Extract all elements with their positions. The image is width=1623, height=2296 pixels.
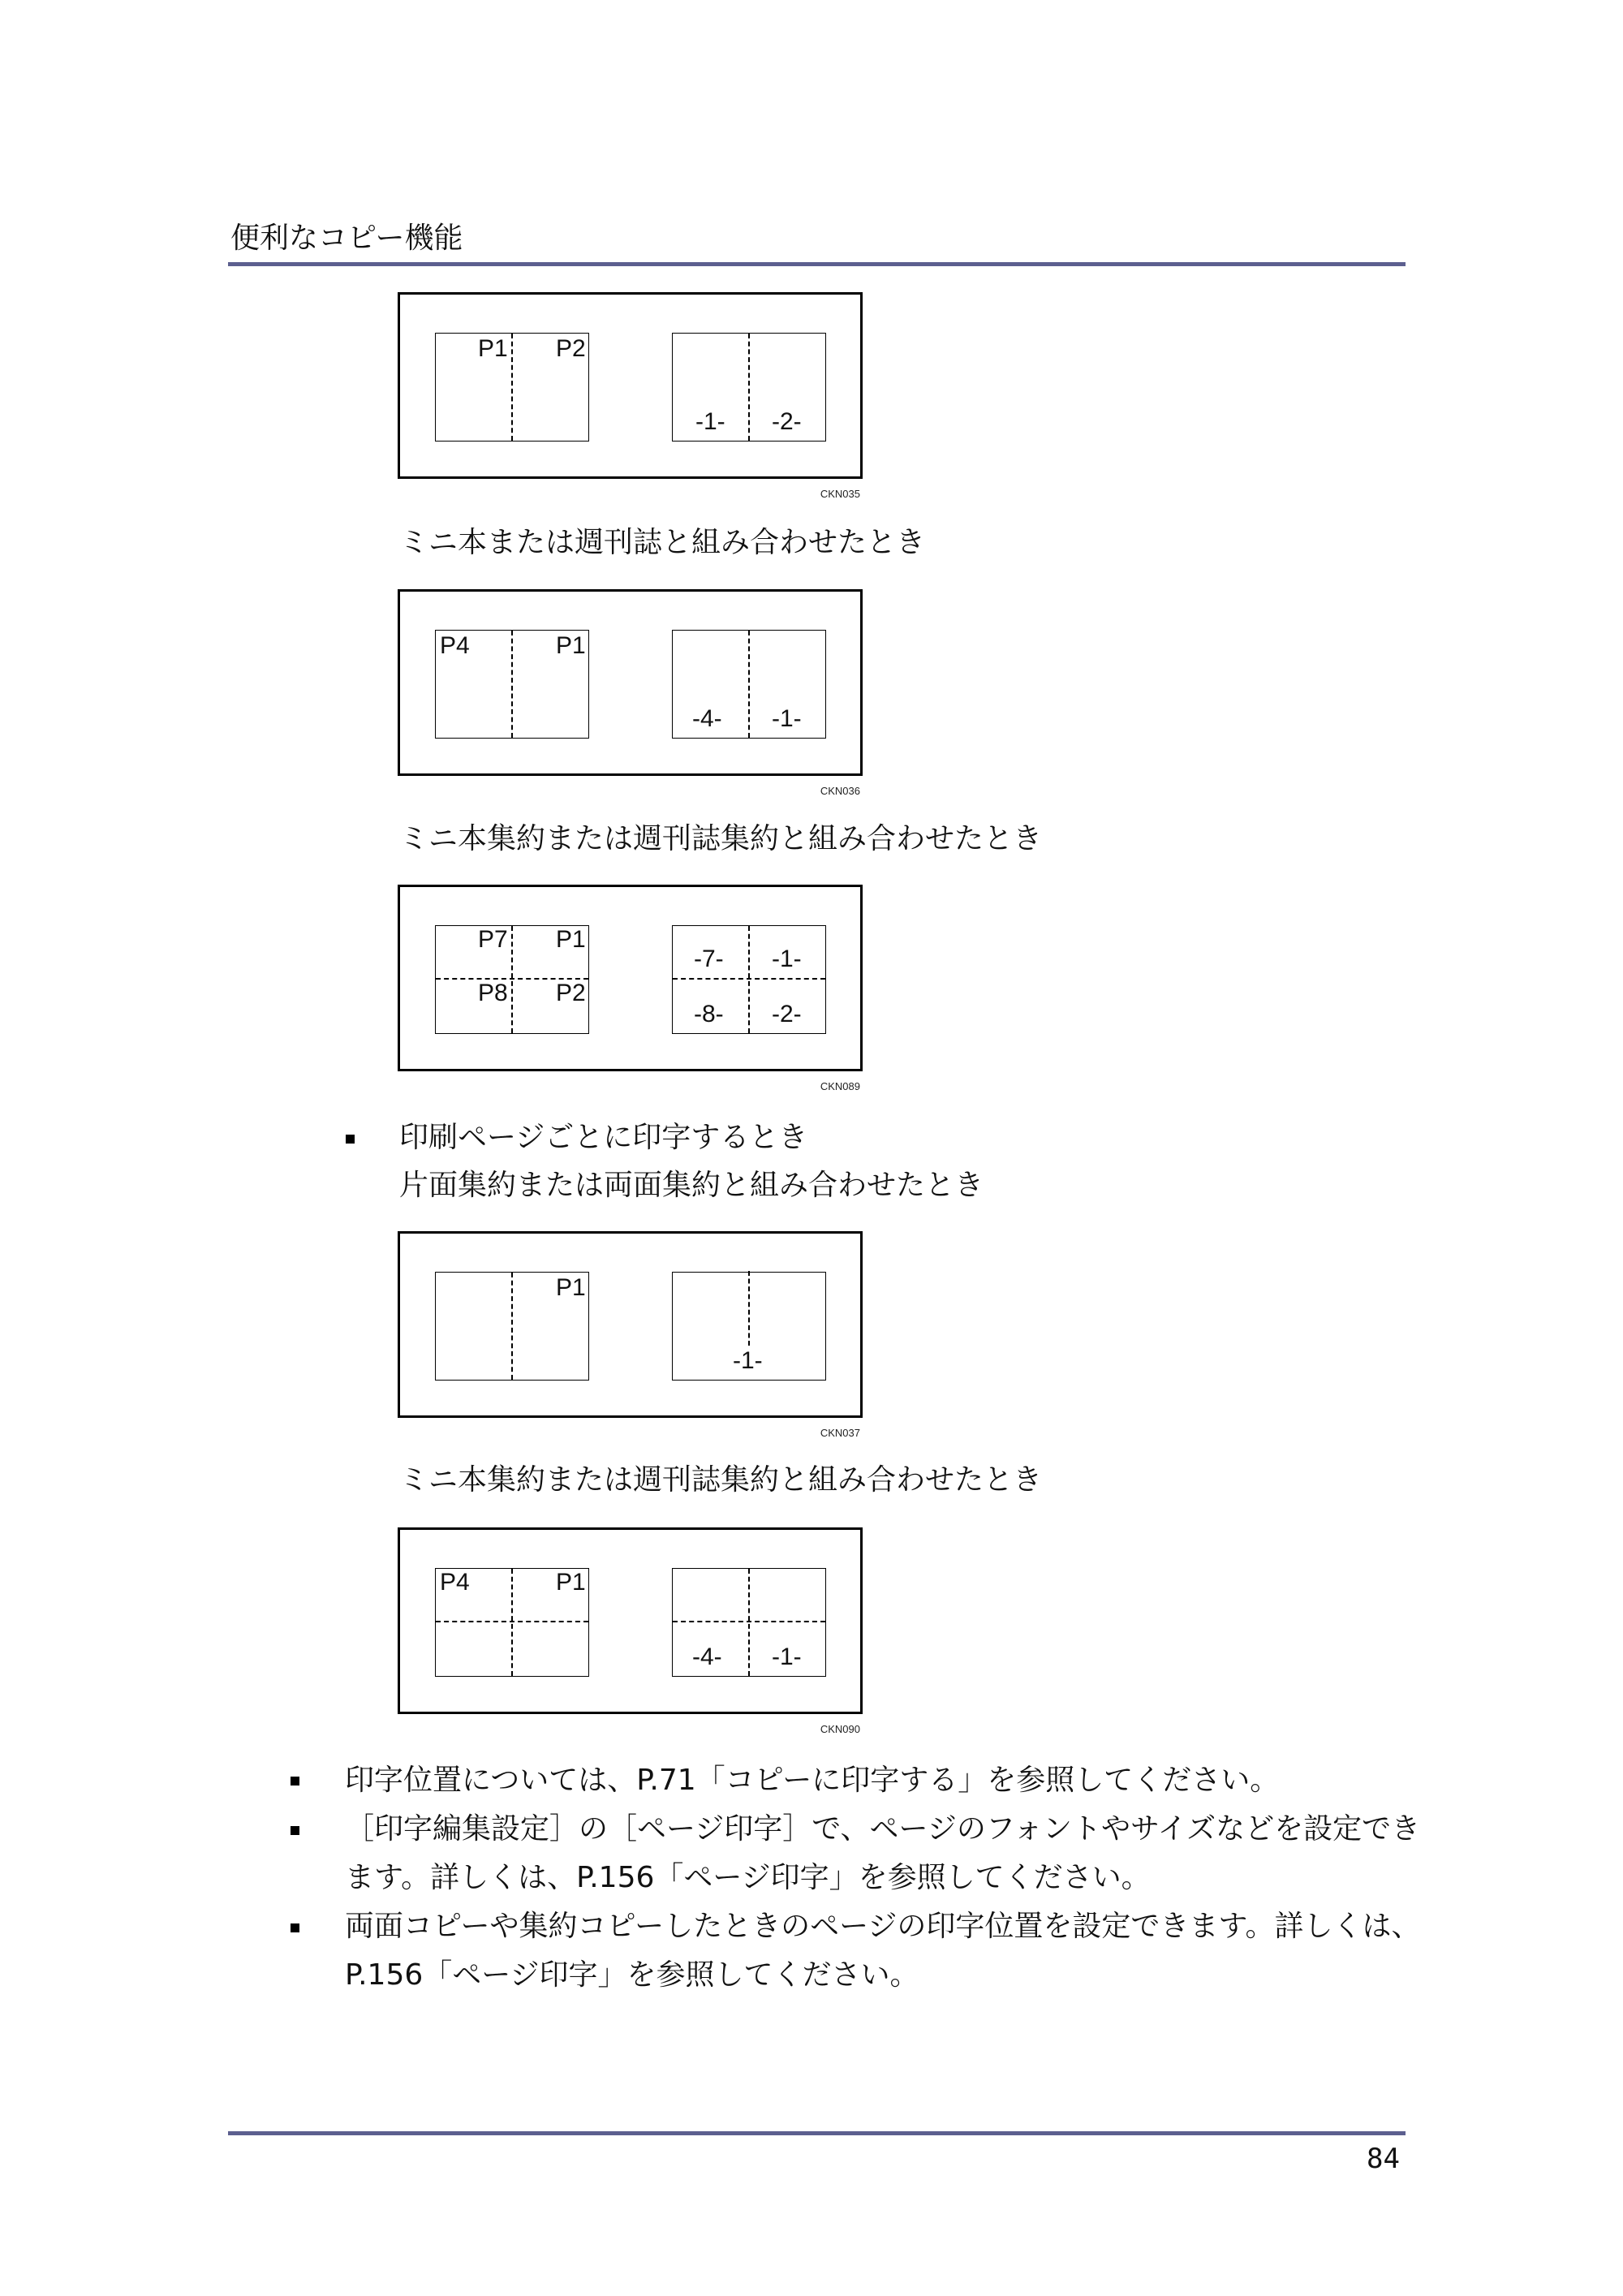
figure-code: CKN090 xyxy=(820,1723,860,1735)
note-item: ［印字編集設定］の［ページ印字］で、ページのフォントやサイズなどを設定でき xyxy=(345,1812,1421,1846)
page-label: P1 xyxy=(556,632,586,659)
fold-line xyxy=(748,1569,750,1676)
copy-sheet xyxy=(672,1272,826,1381)
printed-number: -2- xyxy=(772,1001,802,1027)
fold-line xyxy=(748,926,750,1033)
page-label: P1 xyxy=(556,1274,586,1301)
printed-number: -8- xyxy=(694,1001,724,1027)
copy-sheet xyxy=(672,630,826,739)
fold-line xyxy=(511,1569,513,1676)
page-label: P1 xyxy=(478,335,508,362)
printed-number: -1- xyxy=(772,705,802,732)
printed-number: -4- xyxy=(692,705,722,732)
fold-line xyxy=(748,1271,750,1346)
figure-ckn035 xyxy=(398,292,863,500)
bullet-marker xyxy=(291,1923,299,1932)
figure-code: CKN036 xyxy=(820,785,860,797)
page-label: P2 xyxy=(556,980,586,1006)
page-label: P7 xyxy=(478,926,508,953)
note-item: 両面コピーや集約コピーしたときのページの印字位置を設定できます。詳しくは、 xyxy=(345,1910,1421,1943)
printed-number: -1- xyxy=(772,1643,802,1670)
page-label: P1 xyxy=(556,1569,586,1596)
figure-code: CKN035 xyxy=(820,488,860,500)
original-sheet xyxy=(435,333,589,442)
page-label: P4 xyxy=(440,632,470,659)
original-sheet xyxy=(435,630,589,739)
fold-line xyxy=(748,631,750,738)
page-label: P8 xyxy=(478,980,508,1006)
note-item-continued: P.156「ページ印字」を参照してください。 xyxy=(345,1958,919,1992)
printed-number: -4- xyxy=(692,1643,722,1670)
copy-sheet xyxy=(672,333,826,442)
footer-rule xyxy=(228,2131,1406,2135)
figure-code: CKN089 xyxy=(820,1080,860,1092)
figure-ckn089 xyxy=(398,885,863,1092)
note-item-continued: ます。詳しくは、P.156「ページ印字」を参照してください。 xyxy=(345,1861,1151,1894)
fold-line xyxy=(511,926,513,1033)
bullet-marker xyxy=(346,1135,355,1144)
figure-ckn090 xyxy=(398,1527,863,1735)
fold-line xyxy=(748,334,750,441)
figure-ckn037 xyxy=(398,1231,863,1439)
page-number: 84 xyxy=(1367,2143,1400,2175)
fold-line xyxy=(436,1621,588,1622)
page-label: P4 xyxy=(440,1569,470,1596)
caption: ミニ本集約または週刊誌集約と組み合わせたとき xyxy=(399,822,1043,855)
copy-sheet xyxy=(672,1568,826,1677)
figure-code: CKN037 xyxy=(820,1427,860,1439)
note-item: 印字位置については、P.71「コピーに印字する」を参照してください。 xyxy=(345,1764,1280,1797)
header-rule xyxy=(228,262,1406,266)
page-label: P2 xyxy=(556,335,586,362)
caption: ミニ本または週刊誌と組み合わせたとき xyxy=(399,526,926,559)
printed-number: -2- xyxy=(772,408,802,435)
printed-number: -1- xyxy=(772,946,802,972)
caption: ミニ本集約または週刊誌集約と組み合わせたとき xyxy=(399,1463,1043,1497)
original-sheet xyxy=(435,1272,589,1381)
fold-line xyxy=(673,978,825,980)
original-sheet xyxy=(435,925,589,1034)
copy-sheet xyxy=(672,925,826,1034)
fold-line xyxy=(511,1273,513,1380)
fold-line xyxy=(511,631,513,738)
bullet-marker xyxy=(291,1826,299,1835)
bullet-marker xyxy=(291,1777,299,1786)
caption: 片面集約または両面集約と組み合わせたとき xyxy=(399,1169,984,1202)
fold-line xyxy=(673,1621,825,1622)
printed-number: -1- xyxy=(695,408,725,435)
figure-ckn036 xyxy=(398,589,863,797)
page-label: P1 xyxy=(556,926,586,953)
section-title: 便利なコピー機能 xyxy=(230,222,463,255)
printed-number: -1- xyxy=(733,1347,763,1374)
fold-line xyxy=(511,334,513,441)
original-sheet xyxy=(435,1568,589,1677)
bullet-item: 印刷ページごとに印字するとき xyxy=(399,1121,808,1154)
printed-number: -7- xyxy=(694,946,724,972)
